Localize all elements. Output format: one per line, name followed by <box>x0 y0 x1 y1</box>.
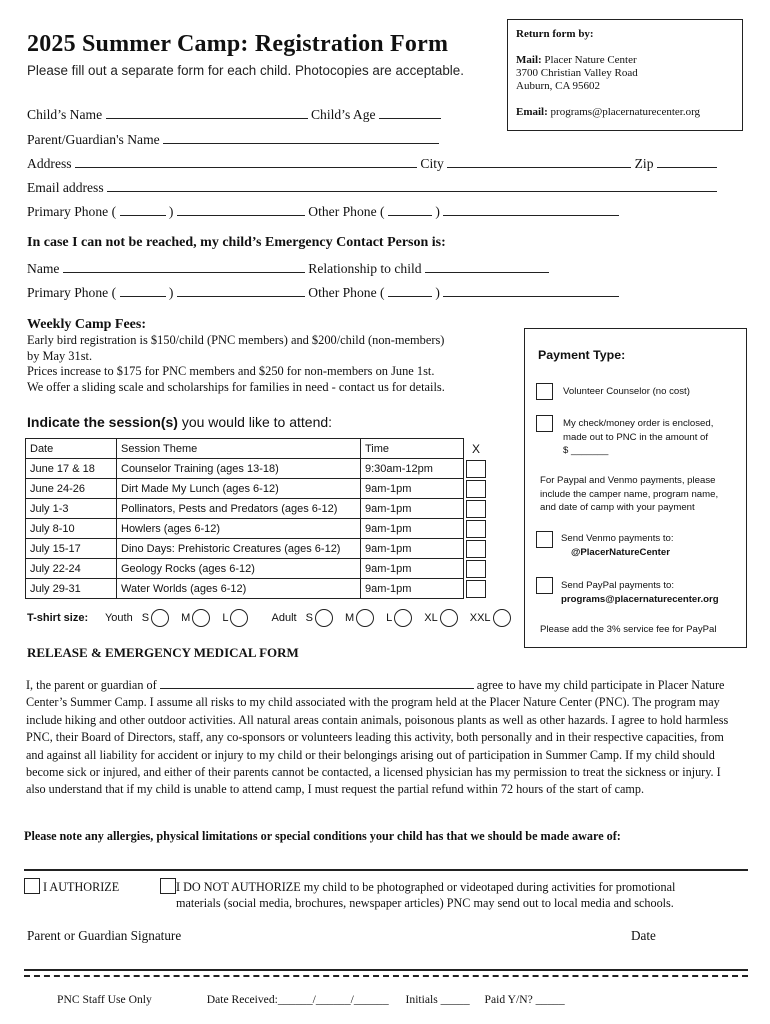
session-row <box>26 519 487 539</box>
paypal-note-1: For Paypal and Venmo payments, please <box>540 475 716 486</box>
check-line-2: made out to PNC in the amount of <box>563 431 709 443</box>
signature-label: Parent or Guardian Signature <box>27 928 182 943</box>
adult-size-label: XXL <box>469 611 491 624</box>
session-select-checkbox[interactable] <box>466 500 486 518</box>
email-row <box>27 178 717 196</box>
child-age-field[interactable] <box>379 105 441 119</box>
authorize-label: I AUTHORIZE <box>43 880 120 894</box>
emergency-other-close: ) <box>435 285 440 300</box>
session-date: July 1-3 <box>26 499 117 519</box>
emergency-primary-phone-field[interactable] <box>177 283 305 297</box>
session-select-cell <box>464 559 487 579</box>
emergency-name-row <box>27 259 549 277</box>
paypal-note-2: include the camper name, program name, <box>540 488 719 500</box>
session-theme: Geology Rocks (ages 6-12) <box>117 559 361 579</box>
mail-label: Mail: <box>516 54 542 66</box>
check-text <box>563 417 713 458</box>
sessions-heading <box>27 414 332 430</box>
session-date: July 8-10 <box>26 519 117 539</box>
fees-text <box>27 333 517 395</box>
fees-heading: Weekly Camp Fees: <box>27 317 146 332</box>
relationship-label: Relationship to child <box>308 261 422 276</box>
tshirt-label: T-shirt size: <box>27 611 89 624</box>
city-label: City <box>420 156 444 171</box>
child-name-field[interactable] <box>106 105 308 119</box>
adult-size-option[interactable] <box>300 609 333 627</box>
session-select-checkbox[interactable] <box>466 480 486 498</box>
payment-heading: Payment Type: <box>538 348 626 362</box>
session-select-cell <box>464 519 487 539</box>
relationship-field[interactable] <box>425 259 549 273</box>
venmo-text <box>561 532 674 559</box>
check-line-3: $ _______ <box>563 445 609 456</box>
session-date: July 29-31 <box>26 579 117 599</box>
adult-size-option[interactable] <box>339 609 374 627</box>
volunteer-label: Volunteer Counselor (no cost) <box>563 386 690 397</box>
parent-name-label: Parent/Guardian's Name <box>27 132 160 147</box>
authorize-checkbox[interactable] <box>24 878 40 894</box>
session-time: 9am-1pm <box>361 499 464 519</box>
email-address-label: Email address <box>27 180 104 195</box>
youth-label: Youth <box>104 611 133 624</box>
adult-size-radio[interactable] <box>315 609 333 627</box>
session-date: July 15-17 <box>26 539 117 559</box>
paypal-address: programs@placernaturecenter.org <box>561 593 719 605</box>
emergency-phone-row <box>27 283 619 301</box>
signature-date-label: Date <box>631 928 656 943</box>
col-select: X <box>471 441 480 456</box>
phone-row <box>27 202 619 220</box>
email-value: programs@placernaturecenter.org <box>550 106 701 118</box>
child-name-release-field[interactable] <box>160 676 474 689</box>
child-age-label: Child’s Age <box>310 107 376 122</box>
release-heading: RELEASE & EMERGENCY MEDICAL FORM <box>27 645 299 660</box>
adult-size-option[interactable] <box>380 609 412 627</box>
city-field[interactable] <box>447 154 631 168</box>
session-date: July 22-24 <box>26 559 117 579</box>
fees-line-4: We offer a sliding scale and scholarships for families in need - contact us for details. <box>27 379 445 394</box>
date-received[interactable]: Date Received:______/______/______ <box>206 993 389 1006</box>
emergency-other-phone-label: Other Phone ( <box>308 285 385 300</box>
emergency-heading: In case I can not be reached, my child’s Emergency Contact Person is: <box>27 235 446 250</box>
col-date: Date <box>26 439 117 459</box>
youth-size-option[interactable] <box>175 609 210 627</box>
sessions-heading-bold: Indicate the session(s) <box>27 414 178 430</box>
session-theme: Water Worlds (ages 6-12) <box>117 579 361 599</box>
release-body: Placer Nature Center’s Summer Camp. I assume all risks to my child associated with the program held at the Placer Nature Center (PNC). The program may include hiking and other outdoor activities. All natural areas contain animals, poisonous plants as well as other hazards. I agree to hold harmless PNC, their Board of Directors, staff, any co-sponsors or volunteers leading this activity, both personally and in their respective capacities, from and against all liability for accident or injury to my child or their belongings arising out of participation in Summer Camp. If my child should become sick or injured, and either of their parents cannot be contacted, a licensed physician has my permission to treat the sickness or injury. I also understand that if my child is unable to attend camp, I must request the partial refund within 72 hours of the start of camp. <box>26 678 729 797</box>
session-select-cell <box>464 459 487 479</box>
session-date: June 24-26 <box>26 479 117 499</box>
return-form-box <box>507 19 743 131</box>
emergency-other-phone-field[interactable] <box>443 283 619 297</box>
emergency-name-label: Name <box>27 261 60 276</box>
fees-line-3: Prices increase to $175 for PNC members and $250 for non-members on June 1st. <box>27 364 435 379</box>
session-time: 9am-1pm <box>361 479 464 499</box>
return-heading: Return form by: <box>516 28 594 40</box>
session-theme: Counselor Training (ages 13-18) <box>117 459 361 479</box>
session-theme: Dirt Made My Lunch (ages 6-12) <box>117 479 361 499</box>
session-time: 9am-1pm <box>361 519 464 539</box>
mail-line-1: Placer Nature Center <box>544 54 637 66</box>
check-line-1: My check/money order is enclosed, <box>563 418 714 429</box>
fees-line-2: by May 31st. <box>27 348 93 363</box>
session-row <box>26 459 487 479</box>
session-time: 9am-1pm <box>361 559 464 579</box>
session-select-cell <box>464 479 487 499</box>
emergency-primary-phone-label: Primary Phone ( <box>27 285 117 300</box>
email-address-field[interactable] <box>107 178 717 192</box>
session-date: June 17 & 18 <box>26 459 117 479</box>
tshirt-row <box>27 609 517 627</box>
session-theme: Dino Days: Prehistoric Creatures (ages 6-12) <box>117 539 361 559</box>
emergency-primary-close: ) <box>168 285 174 300</box>
session-select-checkbox[interactable] <box>466 460 486 478</box>
allergy-prompt: Please note any allergies, physical limitations or special conditions your child has that we should be made aware of: <box>24 829 621 843</box>
emergency-other-area-field[interactable] <box>388 283 432 297</box>
zip-label: Zip <box>634 156 654 171</box>
session-row <box>26 479 487 499</box>
session-time: 9:30am-12pm <box>361 459 464 479</box>
youth-size-label: S <box>141 611 150 624</box>
other-phone-area-field[interactable] <box>388 202 432 216</box>
session-theme: Howlers (ages 6-12) <box>117 519 361 539</box>
paypal-note-3: and date of camp with your payment <box>540 502 695 513</box>
session-theme: Pollinators, Pests and Predators (ages 6-12) <box>117 499 361 519</box>
allergy-line[interactable] <box>24 869 748 871</box>
sessions-table <box>25 438 487 599</box>
youth-size-radio[interactable] <box>192 609 210 627</box>
session-select-cell <box>464 539 487 559</box>
fees-line-1: Early bird registration is $150/child (PNC members) and $200/child (non-members) <box>27 333 445 347</box>
youth-size-radio[interactable] <box>151 609 169 627</box>
sessions-heading-rest: you would like to attend: <box>177 414 333 430</box>
session-time: 9am-1pm <box>361 579 464 599</box>
page-title: 2025 Summer Camp: Registration Form <box>27 31 449 57</box>
paypal-fee-note: Please add the 3% service fee for PayPal <box>540 624 717 635</box>
parent-name-field[interactable] <box>163 130 439 144</box>
venmo-line-1: Send Venmo payments to: <box>561 533 674 544</box>
primary-phone-field[interactable] <box>177 202 305 216</box>
youth-size-label: L <box>222 611 229 624</box>
mail-line-3: Auburn, CA 95602 <box>516 80 601 92</box>
session-select-checkbox[interactable] <box>466 580 486 598</box>
emergency-name-field[interactable] <box>63 259 305 273</box>
sessions-header-row <box>26 439 487 459</box>
not-authorize-text <box>176 879 744 911</box>
adult-size-label: XL <box>424 611 438 624</box>
adult-size-option[interactable] <box>418 609 457 627</box>
venmo-checkbox[interactable] <box>536 531 553 548</box>
adult-size-option[interactable] <box>464 609 511 627</box>
mail-line-2: 3700 Christian Valley Road <box>516 67 638 79</box>
venmo-handle: @PlacerNatureCenter <box>571 546 670 558</box>
session-select-checkbox[interactable] <box>466 520 486 538</box>
staff-divider <box>24 975 748 977</box>
session-row <box>26 539 487 559</box>
staff-initials[interactable]: Initials _____ <box>405 993 470 1006</box>
adult-label: Adult <box>271 611 297 624</box>
release-intro-end: agree to have my child participate in <box>476 678 655 692</box>
youth-size-label: M <box>181 611 191 624</box>
paypal-line-1: Send PayPal payments to: <box>561 580 675 591</box>
staff-label: PNC Staff Use Only <box>57 993 152 1006</box>
staff-row <box>57 993 565 1006</box>
adult-size-radio[interactable] <box>356 609 374 627</box>
other-phone-close: ) <box>435 204 440 219</box>
adult-size-radio[interactable] <box>493 609 511 627</box>
primary-phone-area-field[interactable] <box>120 202 166 216</box>
other-phone-label: Other Phone ( <box>308 204 385 219</box>
address-field[interactable] <box>75 154 417 168</box>
other-phone-field[interactable] <box>443 202 619 216</box>
session-time: 9am-1pm <box>361 539 464 559</box>
page-subtitle: Please fill out a separate form for each child. Photocopies are acceptable. <box>27 63 464 78</box>
adult-size-radio[interactable] <box>440 609 458 627</box>
session-select-checkbox[interactable] <box>466 560 486 578</box>
payment-box <box>524 328 747 648</box>
emergency-primary-area-field[interactable] <box>120 283 166 297</box>
youth-size-radio[interactable] <box>230 609 248 627</box>
youth-size-option[interactable] <box>216 609 248 627</box>
session-row <box>26 559 487 579</box>
zip-field[interactable] <box>657 154 717 168</box>
paid-field[interactable]: Paid Y/N? _____ <box>484 993 565 1006</box>
col-theme: Session Theme <box>117 439 361 459</box>
email-label: Email: <box>516 106 548 118</box>
session-row <box>26 499 487 519</box>
session-row <box>26 579 487 599</box>
check-checkbox[interactable] <box>536 415 553 432</box>
col-time: Time <box>361 439 464 459</box>
youth-size-option[interactable] <box>136 609 169 627</box>
paypal-checkbox[interactable] <box>536 577 553 594</box>
primary-phone-close: ) <box>168 204 174 219</box>
not-authorize-checkbox[interactable] <box>160 878 176 894</box>
adult-size-label: S <box>305 611 313 624</box>
address-label: Address <box>27 156 72 171</box>
adult-size-label: M <box>344 611 355 624</box>
paypal-text <box>561 579 719 606</box>
parent-name-row <box>27 130 439 148</box>
child-name-label: Child’s Name <box>27 107 103 122</box>
paypal-note <box>540 474 718 515</box>
adult-size-label: L <box>386 611 393 624</box>
volunteer-checkbox[interactable] <box>536 383 553 400</box>
child-name-row <box>27 105 441 123</box>
primary-phone-label: Primary Phone ( <box>27 204 117 219</box>
not-authorize-line-1: I DO NOT AUTHORIZE my child to be photographed or videotaped during activities for promotional <box>176 880 676 894</box>
session-select-cell <box>464 579 487 599</box>
session-select-checkbox[interactable] <box>466 540 486 558</box>
signature-line[interactable] <box>24 969 748 971</box>
session-select-cell <box>464 499 487 519</box>
not-authorize-line-2: materials (social media, brochures, newspaper articles) PNC may send out to local media and schools. <box>176 896 674 910</box>
address-row <box>27 154 717 172</box>
release-text <box>26 676 738 799</box>
adult-size-radio[interactable] <box>394 609 412 627</box>
release-intro: I, the parent or guardian of <box>26 678 157 692</box>
